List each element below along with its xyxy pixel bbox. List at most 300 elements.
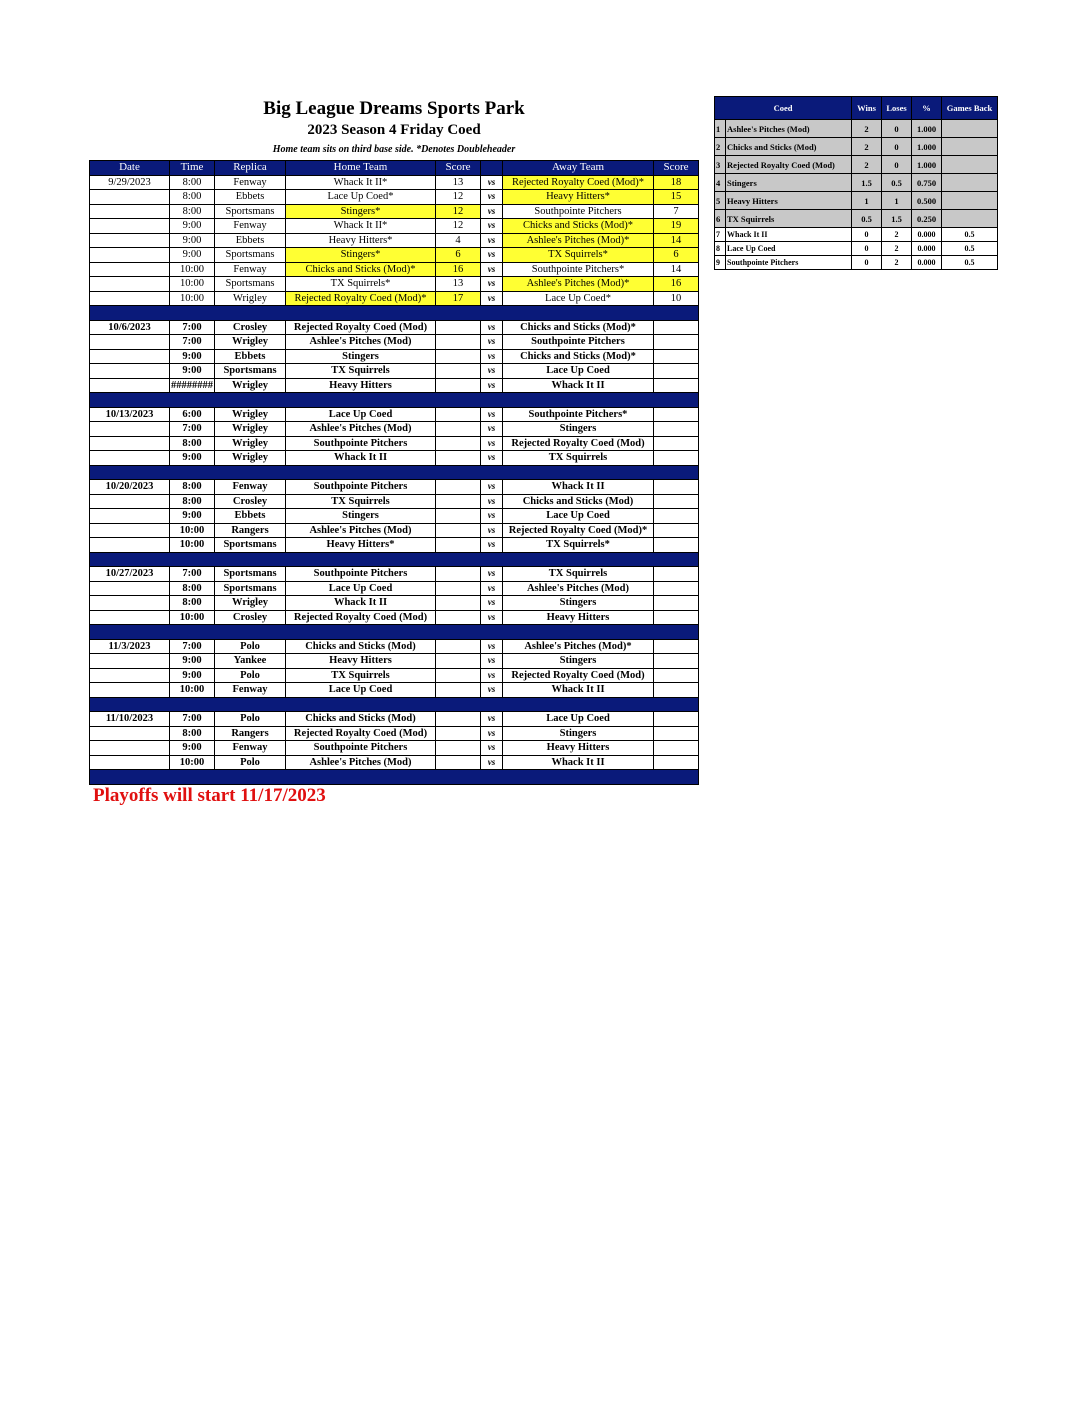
home-team: Ashlee's Pitches (Mod) bbox=[286, 523, 436, 538]
home-score bbox=[436, 422, 481, 437]
standings-row bbox=[715, 210, 998, 228]
game-time: 7:00 bbox=[170, 639, 215, 654]
home-score bbox=[436, 436, 481, 451]
game-replica: Fenway bbox=[215, 741, 286, 756]
game-date: 10/27/2023 bbox=[90, 567, 170, 582]
standing-games-back bbox=[942, 138, 998, 156]
vs-label: vs bbox=[481, 480, 503, 495]
vs-label: vs bbox=[481, 320, 503, 335]
vs-label: vs bbox=[481, 175, 503, 190]
game-date bbox=[90, 610, 170, 625]
table-row bbox=[90, 654, 699, 669]
away-score bbox=[654, 523, 699, 538]
standing-loses: 1.5 bbox=[882, 210, 912, 228]
game-replica: Sportsmans bbox=[215, 538, 286, 553]
standings-col-pct: % bbox=[912, 97, 942, 120]
schedule-header-row bbox=[90, 161, 699, 176]
standing-pct: 0.000 bbox=[912, 242, 942, 256]
game-replica: Fenway bbox=[215, 683, 286, 698]
standings-row bbox=[715, 242, 998, 256]
away-team: Heavy Hitters bbox=[503, 741, 654, 756]
home-score bbox=[436, 480, 481, 495]
standings-col-loses: Loses bbox=[882, 97, 912, 120]
away-score: 16 bbox=[654, 277, 699, 292]
standing-loses: 2 bbox=[882, 256, 912, 270]
home-team: Whack It II bbox=[286, 596, 436, 611]
game-replica: Sportsmans bbox=[215, 204, 286, 219]
game-replica: Sportsmans bbox=[215, 581, 286, 596]
game-replica: Polo bbox=[215, 639, 286, 654]
game-replica: Polo bbox=[215, 755, 286, 770]
away-score: 18 bbox=[654, 175, 699, 190]
vs-label: vs bbox=[481, 233, 503, 248]
home-score bbox=[436, 335, 481, 350]
game-date bbox=[90, 581, 170, 596]
page-title: Big League Dreams Sports Park bbox=[263, 98, 525, 119]
home-score bbox=[436, 741, 481, 756]
away-team: Southpointe Pitchers* bbox=[503, 407, 654, 422]
table-row bbox=[90, 668, 699, 683]
col-home-team: Home Team bbox=[286, 161, 436, 176]
away-team: Heavy Hitters bbox=[503, 610, 654, 625]
game-time: 8:00 bbox=[170, 436, 215, 451]
separator-bar bbox=[90, 465, 699, 480]
table-row bbox=[90, 248, 699, 263]
game-time: 9:00 bbox=[170, 233, 215, 248]
standing-team: Whack It II bbox=[726, 228, 852, 242]
game-time: 10:00 bbox=[170, 262, 215, 277]
vs-label: vs bbox=[481, 219, 503, 234]
away-team: Stingers bbox=[503, 654, 654, 669]
standing-rank: 9 bbox=[715, 256, 726, 270]
game-time: 9:00 bbox=[170, 509, 215, 524]
game-time: 8:00 bbox=[170, 596, 215, 611]
table-row bbox=[90, 610, 699, 625]
standing-rank: 4 bbox=[715, 174, 726, 192]
vs-label: vs bbox=[481, 277, 503, 292]
game-date bbox=[90, 654, 170, 669]
away-score bbox=[654, 596, 699, 611]
standing-wins: 0 bbox=[852, 242, 882, 256]
week-separator bbox=[90, 625, 699, 640]
schedule-note: Home team sits on third base side. *Denotes Doubleheader bbox=[272, 144, 516, 155]
game-date bbox=[90, 291, 170, 306]
home-score: 6 bbox=[436, 248, 481, 263]
vs-label: vs bbox=[481, 378, 503, 393]
away-score: 19 bbox=[654, 219, 699, 234]
vs-label: vs bbox=[481, 436, 503, 451]
vs-label: vs bbox=[481, 349, 503, 364]
standing-rank: 3 bbox=[715, 156, 726, 174]
table-row bbox=[90, 567, 699, 582]
col-vs bbox=[481, 161, 503, 176]
standing-team: Chicks and Sticks (Mod) bbox=[726, 138, 852, 156]
home-team: Southpointe Pitchers bbox=[286, 480, 436, 495]
game-date bbox=[90, 262, 170, 277]
away-score bbox=[654, 349, 699, 364]
standing-team: Stingers bbox=[726, 174, 852, 192]
standing-games-back: 0.5 bbox=[942, 228, 998, 242]
standings-body bbox=[715, 120, 998, 270]
away-score bbox=[654, 712, 699, 727]
game-time: 7:00 bbox=[170, 712, 215, 727]
game-time: 10:00 bbox=[170, 683, 215, 698]
game-date bbox=[90, 755, 170, 770]
standing-pct: 1.000 bbox=[912, 138, 942, 156]
standings-table bbox=[714, 96, 998, 270]
home-team: Lace Up Coed* bbox=[286, 190, 436, 205]
away-team: Heavy Hitters* bbox=[503, 190, 654, 205]
home-team: Lace Up Coed bbox=[286, 407, 436, 422]
home-team: Rejected Royalty Coed (Mod) bbox=[286, 320, 436, 335]
vs-label: vs bbox=[481, 683, 503, 698]
standing-team: Heavy Hitters bbox=[726, 192, 852, 210]
vs-label: vs bbox=[481, 509, 503, 524]
game-time: 8:00 bbox=[170, 581, 215, 596]
game-replica: Ebbets bbox=[215, 349, 286, 364]
game-replica: Crosley bbox=[215, 320, 286, 335]
home-score bbox=[436, 712, 481, 727]
game-time: 9:00 bbox=[170, 219, 215, 234]
table-row bbox=[90, 219, 699, 234]
home-score bbox=[436, 509, 481, 524]
game-time: 7:00 bbox=[170, 320, 215, 335]
separator-bar bbox=[90, 306, 699, 321]
standing-loses: 0.5 bbox=[882, 174, 912, 192]
game-date bbox=[90, 335, 170, 350]
game-replica: Polo bbox=[215, 668, 286, 683]
table-row bbox=[90, 378, 699, 393]
game-date: 10/20/2023 bbox=[90, 480, 170, 495]
game-replica: Polo bbox=[215, 712, 286, 727]
game-replica: Sportsmans bbox=[215, 277, 286, 292]
game-replica: Fenway bbox=[215, 175, 286, 190]
vs-label: vs bbox=[481, 567, 503, 582]
game-time: 9:00 bbox=[170, 654, 215, 669]
separator-bar bbox=[90, 770, 699, 785]
game-time: 9:00 bbox=[170, 364, 215, 379]
standing-wins: 0 bbox=[852, 228, 882, 242]
home-score bbox=[436, 567, 481, 582]
standings-row bbox=[715, 174, 998, 192]
game-replica: Wrigley bbox=[215, 422, 286, 437]
home-score bbox=[436, 596, 481, 611]
standing-pct: 0.000 bbox=[912, 228, 942, 242]
home-team: Whack It II* bbox=[286, 175, 436, 190]
away-score: 7 bbox=[654, 204, 699, 219]
table-row bbox=[90, 596, 699, 611]
away-score bbox=[654, 741, 699, 756]
away-team: Lace Up Coed* bbox=[503, 291, 654, 306]
away-team: Lace Up Coed bbox=[503, 364, 654, 379]
standings-header-row bbox=[715, 97, 998, 120]
away-team: TX Squirrels* bbox=[503, 538, 654, 553]
game-replica: Sportsmans bbox=[215, 567, 286, 582]
home-team: Stingers* bbox=[286, 204, 436, 219]
standing-games-back: 0.5 bbox=[942, 256, 998, 270]
game-date bbox=[90, 436, 170, 451]
game-time: 10:00 bbox=[170, 291, 215, 306]
home-team: Southpointe Pitchers bbox=[286, 741, 436, 756]
table-row bbox=[90, 320, 699, 335]
standing-rank: 2 bbox=[715, 138, 726, 156]
table-row bbox=[90, 741, 699, 756]
table-row bbox=[90, 422, 699, 437]
col-home-score: Score bbox=[436, 161, 481, 176]
away-score: 10 bbox=[654, 291, 699, 306]
standing-team: TX Squirrels bbox=[726, 210, 852, 228]
vs-label: vs bbox=[481, 190, 503, 205]
standing-pct: 0.000 bbox=[912, 256, 942, 270]
away-score bbox=[654, 654, 699, 669]
standing-wins: 1 bbox=[852, 192, 882, 210]
table-row bbox=[90, 581, 699, 596]
home-team: Heavy Hitters* bbox=[286, 233, 436, 248]
home-team: Southpointe Pitchers bbox=[286, 567, 436, 582]
standings-row bbox=[715, 156, 998, 174]
standing-pct: 0.750 bbox=[912, 174, 942, 192]
game-replica: Wrigley bbox=[215, 451, 286, 466]
away-team: Rejected Royalty Coed (Mod)* bbox=[503, 523, 654, 538]
game-time: 8:00 bbox=[170, 204, 215, 219]
standing-wins: 2 bbox=[852, 138, 882, 156]
vs-label: vs bbox=[481, 364, 503, 379]
home-team: Southpointe Pitchers bbox=[286, 436, 436, 451]
col-replica: Replica bbox=[215, 161, 286, 176]
away-score bbox=[654, 726, 699, 741]
vs-label: vs bbox=[481, 654, 503, 669]
away-team: Rejected Royalty Coed (Mod) bbox=[503, 668, 654, 683]
away-team: TX Squirrels bbox=[503, 451, 654, 466]
game-time: 10:00 bbox=[170, 538, 215, 553]
table-row bbox=[90, 451, 699, 466]
vs-label: vs bbox=[481, 726, 503, 741]
standings-row bbox=[715, 120, 998, 138]
away-score bbox=[654, 364, 699, 379]
standing-wins: 0.5 bbox=[852, 210, 882, 228]
home-score bbox=[436, 654, 481, 669]
standings-col-coed: Coed bbox=[715, 97, 852, 120]
vs-label: vs bbox=[481, 422, 503, 437]
game-date bbox=[90, 523, 170, 538]
game-date bbox=[90, 277, 170, 292]
away-team: Stingers bbox=[503, 596, 654, 611]
standing-rank: 8 bbox=[715, 242, 726, 256]
season-subtitle: 2023 Season 4 Friday Coed bbox=[307, 122, 481, 138]
standing-pct: 1.000 bbox=[912, 120, 942, 138]
home-score bbox=[436, 683, 481, 698]
game-time: 9:00 bbox=[170, 248, 215, 263]
game-date bbox=[90, 219, 170, 234]
table-row bbox=[90, 480, 699, 495]
table-row bbox=[90, 494, 699, 509]
game-date bbox=[90, 668, 170, 683]
away-score bbox=[654, 581, 699, 596]
table-row bbox=[90, 349, 699, 364]
away-score bbox=[654, 509, 699, 524]
game-replica: Wrigley bbox=[215, 291, 286, 306]
table-row bbox=[90, 683, 699, 698]
playoffs-notice: Playoffs will start 11/17/2023 bbox=[93, 785, 326, 806]
vs-label: vs bbox=[481, 494, 503, 509]
away-score bbox=[654, 538, 699, 553]
vs-label: vs bbox=[481, 291, 503, 306]
week-separator bbox=[90, 697, 699, 712]
game-time: 10:00 bbox=[170, 277, 215, 292]
standing-wins: 1.5 bbox=[852, 174, 882, 192]
away-score bbox=[654, 407, 699, 422]
week-separator bbox=[90, 552, 699, 567]
standing-wins: 0 bbox=[852, 256, 882, 270]
game-replica: Fenway bbox=[215, 480, 286, 495]
home-team: Stingers bbox=[286, 349, 436, 364]
home-score bbox=[436, 581, 481, 596]
table-row bbox=[90, 538, 699, 553]
table-row bbox=[90, 407, 699, 422]
table-row bbox=[90, 364, 699, 379]
home-team: Rejected Royalty Coed (Mod) bbox=[286, 726, 436, 741]
home-team: Chicks and Sticks (Mod) bbox=[286, 712, 436, 727]
col-away-team: Away Team bbox=[503, 161, 654, 176]
away-team: Ashlee's Pitches (Mod)* bbox=[503, 233, 654, 248]
home-team: Chicks and Sticks (Mod) bbox=[286, 639, 436, 654]
away-score bbox=[654, 451, 699, 466]
home-score bbox=[436, 755, 481, 770]
away-team: Ashlee's Pitches (Mod)* bbox=[503, 639, 654, 654]
game-replica: Wrigley bbox=[215, 596, 286, 611]
separator-bar bbox=[90, 393, 699, 408]
game-date bbox=[90, 349, 170, 364]
away-team: Stingers bbox=[503, 726, 654, 741]
standing-games-back bbox=[942, 174, 998, 192]
standing-team: Southpointe Pitchers bbox=[726, 256, 852, 270]
home-score bbox=[436, 538, 481, 553]
standing-loses: 0 bbox=[882, 156, 912, 174]
away-score bbox=[654, 610, 699, 625]
standings-row bbox=[715, 228, 998, 242]
away-team: Rejected Royalty Coed (Mod)* bbox=[503, 175, 654, 190]
standing-games-back bbox=[942, 156, 998, 174]
col-away-score: Score bbox=[654, 161, 699, 176]
home-team: Whack It II bbox=[286, 451, 436, 466]
home-team: Lace Up Coed bbox=[286, 683, 436, 698]
away-score bbox=[654, 320, 699, 335]
game-date bbox=[90, 509, 170, 524]
away-score: 15 bbox=[654, 190, 699, 205]
home-score bbox=[436, 523, 481, 538]
separator-bar bbox=[90, 697, 699, 712]
game-date bbox=[90, 190, 170, 205]
standing-loses: 0 bbox=[882, 120, 912, 138]
game-replica: Fenway bbox=[215, 262, 286, 277]
game-replica: Wrigley bbox=[215, 407, 286, 422]
away-team: Southpointe Pitchers* bbox=[503, 262, 654, 277]
game-replica: Rangers bbox=[215, 523, 286, 538]
schedule-body bbox=[90, 175, 699, 784]
standing-wins: 2 bbox=[852, 120, 882, 138]
game-replica: Wrigley bbox=[215, 335, 286, 350]
game-time: 10:00 bbox=[170, 610, 215, 625]
table-row bbox=[90, 755, 699, 770]
home-team: Ashlee's Pitches (Mod) bbox=[286, 755, 436, 770]
game-replica: Rangers bbox=[215, 726, 286, 741]
standing-team: Ashlee's Pitches (Mod) bbox=[726, 120, 852, 138]
away-team: Whack It II bbox=[503, 480, 654, 495]
vs-label: vs bbox=[481, 741, 503, 756]
game-replica: Ebbets bbox=[215, 509, 286, 524]
home-team: Heavy Hitters bbox=[286, 654, 436, 669]
away-team: Ashlee's Pitches (Mod)* bbox=[503, 277, 654, 292]
standing-team: Rejected Royalty Coed (Mod) bbox=[726, 156, 852, 174]
home-score bbox=[436, 378, 481, 393]
vs-label: vs bbox=[481, 262, 503, 277]
standing-rank: 1 bbox=[715, 120, 726, 138]
standing-rank: 5 bbox=[715, 192, 726, 210]
game-time: 6:00 bbox=[170, 407, 215, 422]
game-date bbox=[90, 451, 170, 466]
game-date bbox=[90, 683, 170, 698]
game-date bbox=[90, 726, 170, 741]
game-replica: Sportsmans bbox=[215, 248, 286, 263]
away-score bbox=[654, 378, 699, 393]
away-team: Whack It II bbox=[503, 683, 654, 698]
game-date bbox=[90, 248, 170, 263]
game-time: 9:00 bbox=[170, 741, 215, 756]
home-score bbox=[436, 407, 481, 422]
away-team: TX Squirrels* bbox=[503, 248, 654, 263]
home-team: Stingers* bbox=[286, 248, 436, 263]
game-date: 11/3/2023 bbox=[90, 639, 170, 654]
away-score: 6 bbox=[654, 248, 699, 263]
table-row bbox=[90, 712, 699, 727]
game-time: 7:00 bbox=[170, 567, 215, 582]
vs-label: vs bbox=[481, 610, 503, 625]
game-date: 9/29/2023 bbox=[90, 175, 170, 190]
away-team: Lace Up Coed bbox=[503, 712, 654, 727]
home-team: TX Squirrels bbox=[286, 494, 436, 509]
standing-loses: 2 bbox=[882, 242, 912, 256]
game-date bbox=[90, 422, 170, 437]
home-score bbox=[436, 726, 481, 741]
game-time: 7:00 bbox=[170, 335, 215, 350]
game-time: 8:00 bbox=[170, 480, 215, 495]
col-date: Date bbox=[90, 161, 170, 176]
table-row bbox=[90, 436, 699, 451]
home-score bbox=[436, 320, 481, 335]
standing-loses: 0 bbox=[882, 138, 912, 156]
game-time: 8:00 bbox=[170, 175, 215, 190]
game-date bbox=[90, 378, 170, 393]
home-team: TX Squirrels bbox=[286, 668, 436, 683]
game-time: 10:00 bbox=[170, 523, 215, 538]
home-score bbox=[436, 639, 481, 654]
game-date bbox=[90, 741, 170, 756]
home-score: 13 bbox=[436, 277, 481, 292]
vs-label: vs bbox=[481, 581, 503, 596]
standing-rank: 7 bbox=[715, 228, 726, 242]
vs-label: vs bbox=[481, 639, 503, 654]
table-row bbox=[90, 726, 699, 741]
home-score: 12 bbox=[436, 219, 481, 234]
home-team: Heavy Hitters bbox=[286, 378, 436, 393]
table-row bbox=[90, 204, 699, 219]
standing-loses: 2 bbox=[882, 228, 912, 242]
game-date: 11/10/2023 bbox=[90, 712, 170, 727]
home-team: Rejected Royalty Coed (Mod)* bbox=[286, 291, 436, 306]
standing-team: Lace Up Coed bbox=[726, 242, 852, 256]
away-team: Chicks and Sticks (Mod)* bbox=[503, 320, 654, 335]
home-score bbox=[436, 668, 481, 683]
